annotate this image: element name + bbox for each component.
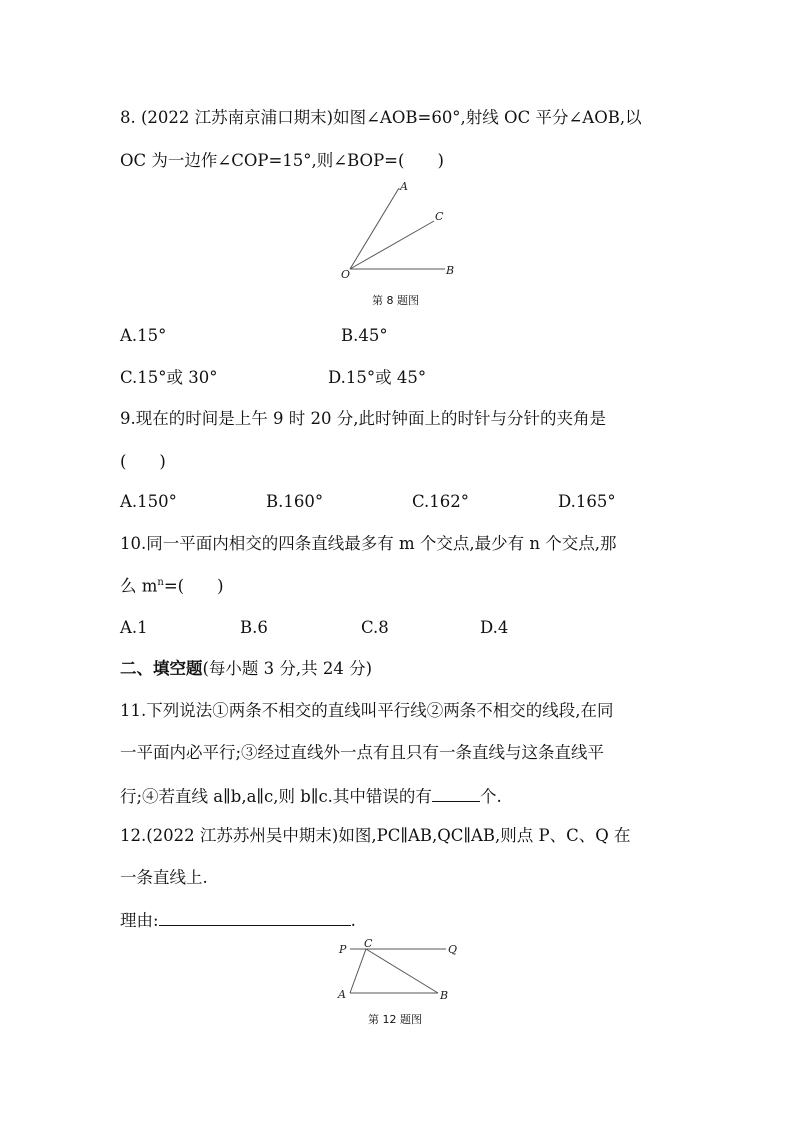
label-b: B [440,989,449,1002]
q11-line3-pre: 行;④若直线 a∥b,a∥c,则 b∥c.其中错误的有 [120,787,432,806]
q12-line3-post: . [350,911,356,930]
q10-exponent: n [157,577,164,588]
q9-option-d: D.165° [558,492,616,511]
q10-line2-pre: 么 m [120,576,158,596]
q10-line1: 10.同一平面内相交的四条直线最多有 m 个交点,最少有 n 个交点,那 [120,534,617,553]
q10-option-a: A.1 [120,618,148,637]
q12-line3-pre: 理由: [120,911,159,930]
label-o: O [341,268,351,281]
q8-option-a: A.15° [120,326,167,345]
segment-cb [366,949,438,993]
section-note: (每小题 3 分,共 24 分) [202,659,373,678]
q8-option-d: D.15°或 45° [328,368,427,387]
q10-option-c: C.8 [361,618,389,637]
q11-answer-blank[interactable] [432,787,480,802]
label-a: A [400,180,408,193]
q11-line1: 11.下列说法①两条不相交的直线叫平行线②两条不相交的线段,在同 [120,701,614,720]
ray-oc [350,221,434,269]
ray-oa [350,188,399,269]
q12-figure [332,936,462,1004]
label-c: C [364,937,373,950]
q8-option-c: C.15°或 30° [120,368,218,387]
q9-line2: ( ) [120,452,166,471]
section-heading [120,661,372,678]
q12-reason-blank[interactable] [159,911,351,926]
q11-line3-post: 个. [479,787,502,806]
q12-figure-caption: 第 12 题图 [368,1013,422,1026]
q10-option-b: B.6 [240,618,268,637]
q8-figure-caption: 第 8 题图 [372,294,419,307]
q8-option-b: B.45° [341,326,388,345]
q9-option-b: B.160° [266,492,324,511]
q10-line2 [120,578,224,595]
label-q: Q [448,943,458,956]
segment-ca [350,949,366,993]
q11-line2: 一平面内必平行;③经过直线外一点有且只有一条直线与这条直线平 [120,743,605,762]
q8-line1: 8. (2022 江苏南京浦口期末)如图∠AOB=60°,射线 OC 平分∠AOB,以 [120,108,642,127]
q9-option-a: A.150° [120,492,177,511]
q10-line2-post: =( ) [163,576,224,596]
q11-line3 [120,787,502,806]
q9-option-c: C.162° [412,492,470,511]
q10-option-d: D.4 [480,618,509,637]
label-b: B [446,264,455,277]
section-title: 二、填空题 [120,659,203,678]
q12-line1: 12.(2022 江苏苏州吴中期末)如图,PC∥AB,QC∥AB,则点 P、C、Q 在 [120,826,631,845]
label-a: A [338,988,346,1001]
q12-line3 [120,911,356,930]
label-c: C [435,210,444,223]
label-p: P [339,943,347,956]
q9-line1: 9.现在的时间是上午 9 时 20 分,此时钟面上的时针与分针的夹角是 [120,409,606,428]
q8-line2: OC 为一边作∠COP=15°,则∠BOP=( ) [120,151,444,170]
q12-line2: 一条直线上. [120,868,208,887]
q8-figure [330,178,470,283]
